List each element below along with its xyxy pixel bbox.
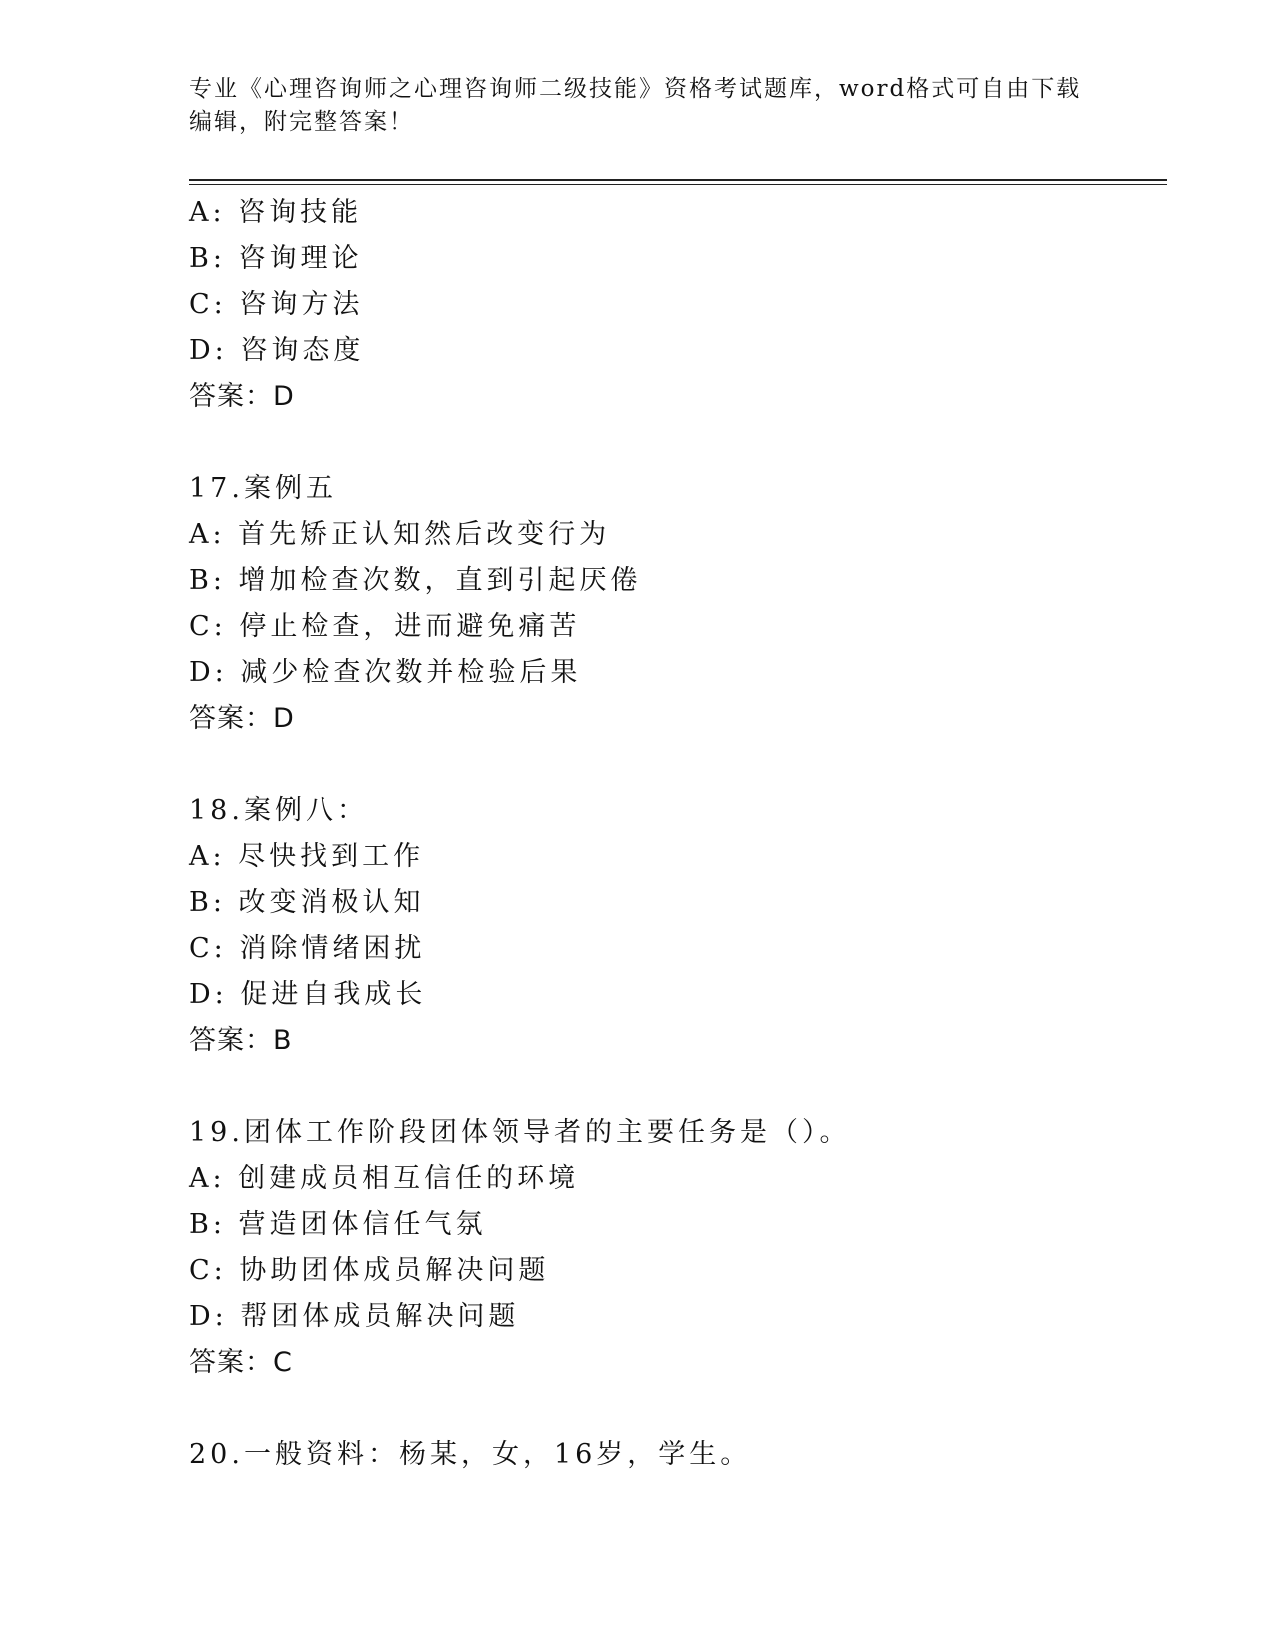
option-a: A: 首先矫正认知然后改变行为 [189,519,611,550]
option-b: B: 改变消极认知 [189,887,425,918]
option-a: A: 咨询技能 [189,197,363,228]
option-c: C: 咨询方法 [189,289,364,320]
header-line-1: 专业《心理咨询师之心理咨询师二级技能》资格考试题库，word格式可自由下载 [189,76,1082,102]
header-line-2: 编辑，附完整答案！ [189,109,414,135]
header-divider-thin [189,184,1167,185]
option-d: D: 减少检查次数并检验后果 [189,657,582,688]
option-a: A: 创建成员相互信任的环境 [189,1163,580,1194]
option-d: D: 促进自我成长 [189,979,427,1010]
option-b: B: 咨询理论 [189,243,363,274]
question-19: 19.团体工作阶段团体领导者的主要任务是（）。 [189,1117,851,1148]
question-list [189,190,1189,1478]
option-c: C: 消除情绪困扰 [189,933,426,964]
question-17: 17.案例五 [189,473,337,504]
option-c: C: 协助团体成员解决问题 [189,1255,550,1286]
answer-line: 答案：C [189,1347,293,1378]
answer-line: 答案：D [189,381,295,412]
option-d: D: 咨询态度 [189,335,365,366]
option-c: C: 停止检查，进而避免痛苦 [189,611,581,642]
option-b: B: 营造团体信任气氛 [189,1209,487,1240]
option-d: D: 帮团体成员解决问题 [189,1301,520,1332]
answer-line: 答案：D [189,703,295,734]
header-divider-thick [189,179,1167,181]
option-a: A: 尽快找到工作 [189,841,425,872]
question-20: 20.一般资料：杨某，女，16岁，学生。 [189,1439,752,1470]
document-header [189,73,1109,139]
question-18: 18.案例八： [189,795,368,826]
option-b: B: 增加检查次数，直到引起厌倦 [189,565,642,596]
answer-line: 答案：B [189,1025,293,1056]
